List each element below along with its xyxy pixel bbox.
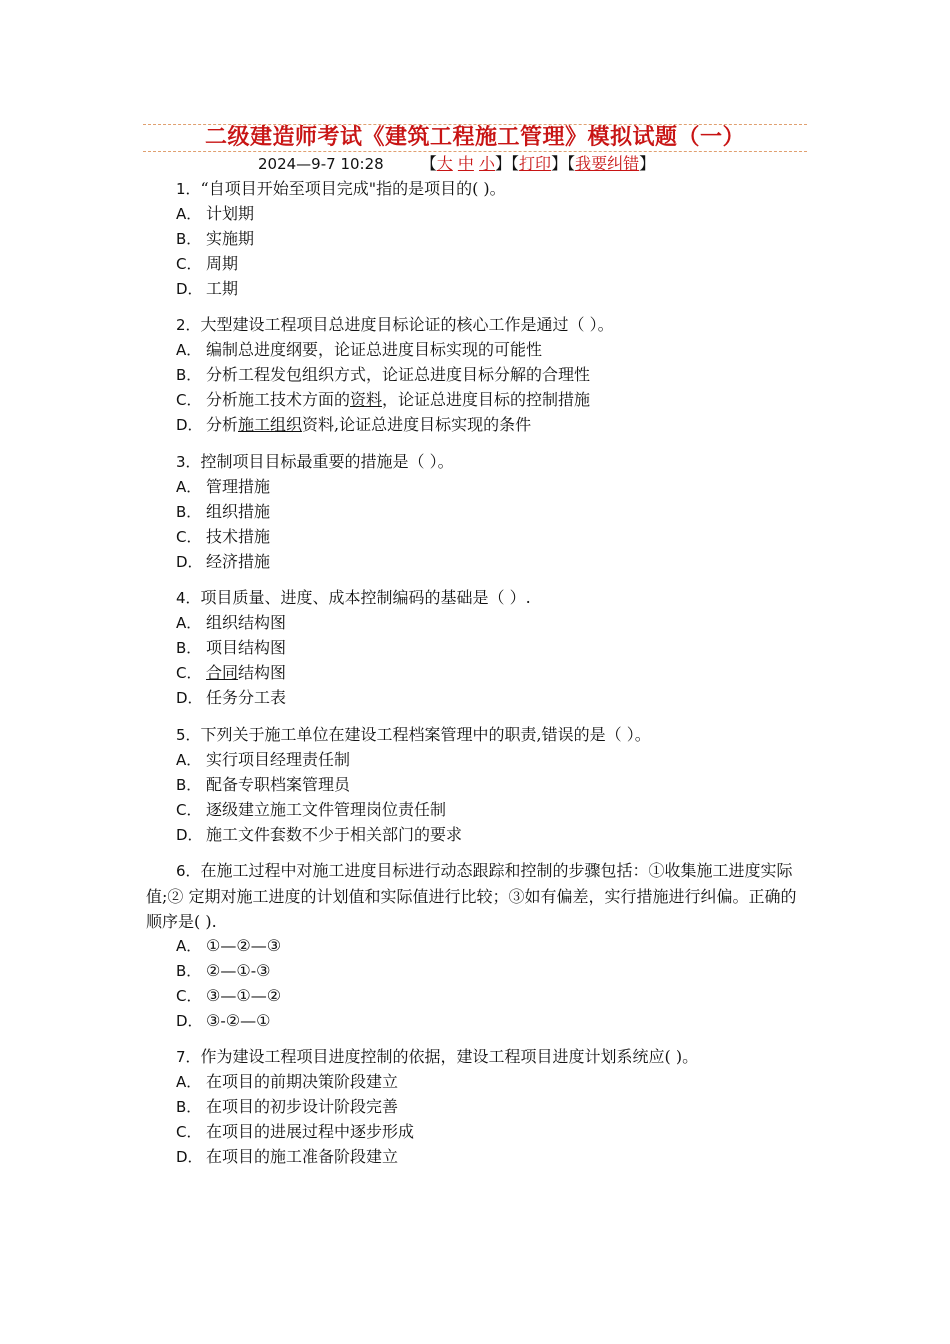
question-7: 7．作为建设工程项目进度控制的依据，建设工程项目进度计划系统应( )。 [176, 1047, 699, 1066]
question-6: 6．在施工过程中对施工进度目标进行动态跟踪和控制的步骤包括：①收集施工进度实际值;② 定期对施工进度的计划值和实际值进行比较；③如有偏差，实行措施进行纠偏。正确的顺序是( ). [146, 861, 797, 931]
question-text: 大型建设工程项目总进度目标论证的核心工作是通过（ ）。 [200, 315, 614, 334]
option-6c: C． ③—①—② [176, 986, 282, 1005]
keyword-link[interactable]: 施工组织 [238, 415, 303, 434]
font-size-small-link[interactable]: 小 [479, 154, 496, 173]
option-2d: D． 分析施工组织资料,论证总进度目标实现的条件 [176, 415, 532, 434]
option-4a: A． 组织结构图 [176, 613, 287, 632]
option-4b: B． 项目结构图 [176, 638, 287, 657]
question-text: 作为建设工程项目进度控制的依据，建设工程项目进度计划系统应( )。 [200, 1047, 699, 1066]
option-5a: A． 实行项目经理责任制 [176, 750, 351, 769]
page-title: 二级建造师考试《建筑工程施工管理》模拟试题（一） [204, 124, 745, 150]
option-7c: C． 在项目的进展过程中逐步形成 [176, 1122, 415, 1141]
option-2a: A． 编制总进度纲要，论证总进度目标实现的可能性 [176, 340, 543, 359]
question-text: 下列关于施工单位在建设工程档案管理中的职责,错误的是（ ）。 [200, 725, 651, 744]
option-6a: A． ①—②—③ [176, 936, 282, 955]
article-meta: 2024—9-7 10:28 【大 中 小】【打印】【我要纠错】 [258, 154, 656, 173]
option-1c: C． 周期 [176, 254, 239, 273]
publish-date: 2024—9-7 10:28 [258, 155, 384, 173]
question-2: 2．大型建设工程项目总进度目标论证的核心工作是通过（ ）。 [176, 315, 614, 334]
option-3a: A． 管理措施 [176, 477, 271, 496]
option-7b: B． 在项目的初步设计阶段完善 [176, 1097, 399, 1116]
font-size-medium-link[interactable]: 中 [457, 154, 474, 173]
option-5b: B． 配备专职档案管理员 [176, 775, 351, 794]
print-link[interactable]: 打印 [519, 154, 552, 173]
question-4: 4．项目质量、进度、成本控制编码的基础是（ ）. [176, 588, 531, 607]
option-1a: A． 计划期 [176, 204, 255, 223]
option-4c: C． 合同结构图 [176, 663, 287, 682]
option-4d: D． 任务分工表 [176, 688, 287, 707]
option-2b: B． 分析工程发包组织方式，论证总进度目标分解的合理性 [176, 365, 591, 384]
question-text: 在施工过程中对施工进度目标进行动态跟踪和控制的步骤包括：①收集施工进度实际值;② 定期对施工进度的计划值和实际值进行比较；③如有偏差，实行措施进行纠偏。正确的顺序是( ). [146, 861, 797, 931]
question-text: 项目质量、进度、成本控制编码的基础是（ ）. [200, 588, 531, 607]
option-1d: D． 工期 [176, 279, 239, 298]
question-text: 控制项目目标最重要的措施是（ ）。 [200, 452, 454, 471]
question-3: 3．控制项目目标最重要的措施是（ ）。 [176, 452, 454, 471]
question-5: 5．下列关于施工单位在建设工程档案管理中的职责,错误的是（ ）。 [176, 725, 651, 744]
keyword-link[interactable]: 合同 [206, 663, 239, 682]
option-7d: D． 在项目的施工准备阶段建立 [176, 1147, 399, 1166]
option-3b: B． 组织措施 [176, 502, 271, 521]
option-6d: D． ③-②—① [176, 1011, 271, 1030]
option-2c: C． 分析施工技术方面的资料，论证总进度目标的控制措施 [176, 390, 591, 409]
font-size-large-link[interactable]: 大 [436, 154, 453, 173]
keyword-link[interactable]: 资料 [350, 390, 383, 409]
option-6b: B． ②—①-③ [176, 961, 271, 980]
question-1: 1．“自项目开始至项目完成"指的是项目的( )。 [176, 179, 506, 198]
option-3c: C． 技术措施 [176, 527, 271, 546]
option-5c: C． 逐级建立施工文件管理岗位责任制 [176, 800, 447, 819]
question-text: “自项目开始至项目完成"指的是项目的( )。 [200, 179, 506, 198]
report-error-link[interactable]: 我要纠错 [575, 154, 640, 173]
option-7a: A． 在项目的前期决策阶段建立 [176, 1072, 399, 1091]
option-1b: B． 实施期 [176, 229, 255, 248]
option-5d: D． 施工文件套数不少于相关部门的要求 [176, 825, 463, 844]
option-3d: D． 经济措施 [176, 552, 271, 571]
